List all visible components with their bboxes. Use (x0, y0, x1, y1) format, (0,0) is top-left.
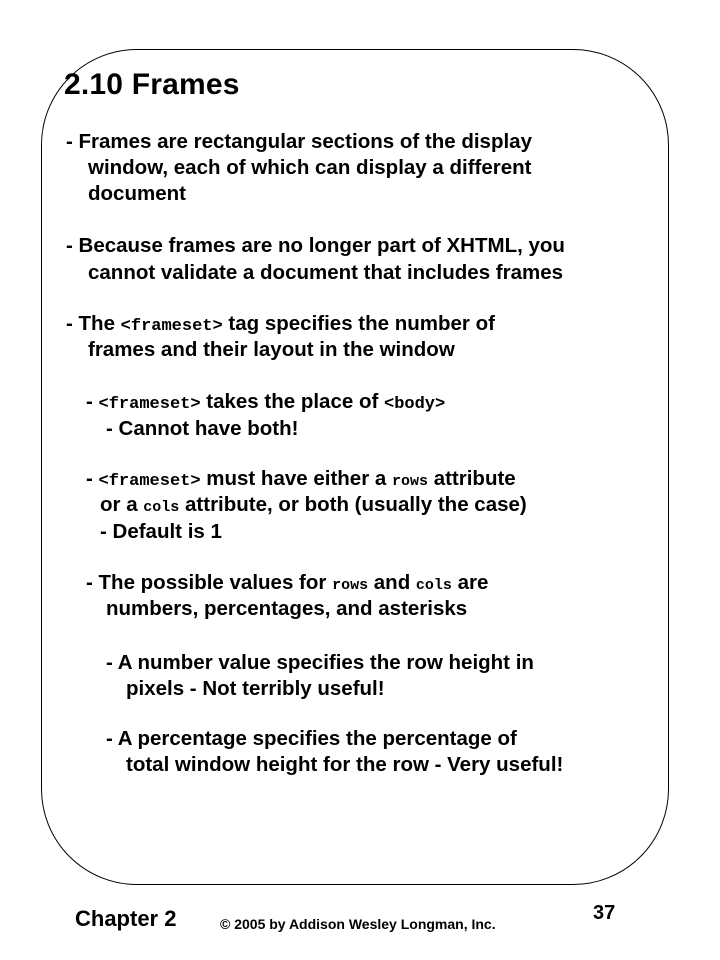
sub-sub-bullet-percentage-line-1: - A percentage specifies the percentage of (106, 727, 517, 750)
sub-bullet-possible-values-line-1 (86, 571, 488, 598)
sub-bullet-default-line: - Default is 1 (100, 520, 222, 543)
slide-title: 2.10 Frames (64, 68, 240, 101)
bullet-frameset-tag-line-2: frames and their layout in the window (88, 338, 455, 361)
footer-chapter: Chapter 2 (75, 906, 177, 931)
code-cols: cols (143, 499, 180, 516)
bullet-xhtml-line-1: - Because frames are no longer part of XHTML, you (66, 234, 565, 257)
code-frameset: <frameset> (98, 395, 201, 414)
text-segment: - The possible values for (86, 571, 333, 594)
footer-copyright: © 2005 by Addison Wesley Longman, Inc. (220, 916, 496, 932)
bullet-frames-line-1: - Frames are rectangular sections of the display (66, 130, 532, 153)
code-frameset: <frameset> (98, 472, 201, 491)
text-segment: are (451, 571, 489, 594)
code-cols: cols (415, 577, 452, 594)
sub-bullet-possible-values-line-2: numbers, percentages, and asterisks (106, 597, 468, 620)
sub-sub-bullet-percentage-line-2: total window height for the row - Very useful! (126, 753, 564, 776)
page-number: 37 (593, 902, 616, 924)
sub-bullet-body-line-1 (86, 390, 445, 417)
text-segment: must have either a (200, 467, 392, 490)
text-segment: - (86, 467, 99, 490)
code-frameset: <frameset> (120, 317, 223, 336)
bullet-xhtml-line-2: cannot validate a document that includes frames (88, 261, 564, 284)
text-segment: and (368, 571, 416, 594)
bullet-frames-line-3: document (88, 182, 186, 205)
text-segment: attribute (428, 467, 516, 490)
sub-bullet-rows-cols-line-1 (86, 467, 516, 494)
text-segment: - (86, 390, 99, 413)
code-body: <body> (384, 395, 446, 414)
sub-sub-bullet-number-line-1: - A number value specifies the row height in (106, 651, 534, 674)
text-segment: takes the place of (200, 390, 384, 413)
text-segment: attribute, or both (usually the case) (179, 493, 527, 516)
code-rows: rows (391, 473, 428, 490)
code-rows: rows (332, 577, 369, 594)
text-segment: - The (66, 312, 121, 335)
sub-bullet-rows-cols-line-2 (100, 493, 527, 520)
sub-sub-bullet-number-line-2: pixels - Not terribly useful! (126, 677, 385, 700)
bullet-frames-line-2: window, each of which can display a different (88, 156, 532, 179)
text-segment: or a (100, 493, 144, 516)
bullet-frameset-tag-line-1 (66, 312, 495, 339)
sub-bullet-body-line-2: - Cannot have both! (106, 417, 299, 440)
text-segment: tag specifies the number of (222, 312, 495, 335)
